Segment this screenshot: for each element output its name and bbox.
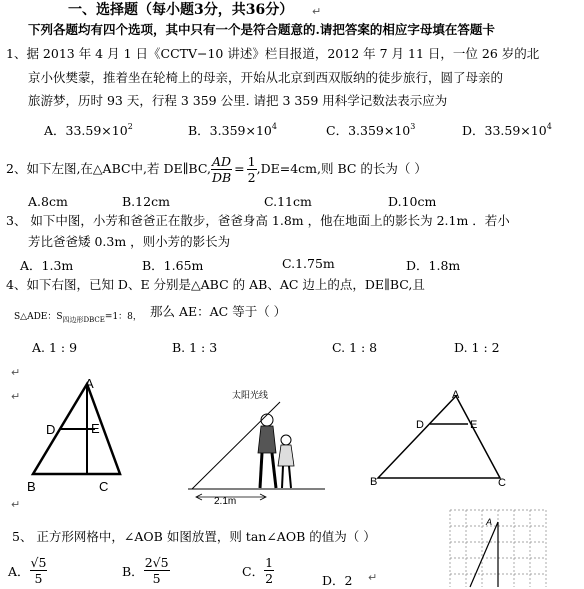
q4-question: 那么 AE：AC 等于（ ） <box>150 304 287 319</box>
q2-stem: 2、如下左图,在△ABC中,若 DE∥BC, $\frac{AD}{DB}$ = $\frac{1}{2}$ ,DE=4cm,则 BC 的长为（ ） <box>6 153 427 185</box>
q4-option-d[interactable]: D. 1 : 2 <box>454 340 500 355</box>
q5-option-d[interactable]: D．2 <box>322 573 353 588</box>
paragraph-mark: ↵ <box>368 571 378 584</box>
q5-option-a[interactable]: A． $\frac{√5}{5}$ <box>8 555 47 586</box>
father-figure <box>258 414 276 488</box>
paragraph-mark: ↵ <box>11 498 21 511</box>
figure-triangle-right <box>368 388 518 498</box>
paragraph-mark: ↵ <box>11 366 21 379</box>
q3-option-b[interactable]: B．1.65m <box>142 258 204 273</box>
q1-option-c[interactable]: C．$3.359\times 10^3$ <box>326 122 416 138</box>
label-a: A <box>486 517 493 527</box>
q3-line1: 3、 如下中图，小芳和爸爸正在散步，爸爸身高 1.8m ，他在地面上的影长为 2.1m ．若小 <box>6 213 510 228</box>
q2-option-b[interactable]: B.12cm <box>122 194 170 209</box>
q1-line2: 京小伙樊蒙，推着坐在轮椅上的母亲，开始从北京到西双版纳的徒步旅行，圆了母亲的 <box>28 70 504 85</box>
q2-option-c[interactable]: C.11cm <box>264 194 312 209</box>
paragraph-mark: ↵ <box>312 5 322 18</box>
paragraph-mark: ↵ <box>11 390 21 403</box>
q3-option-a[interactable]: A．1.3m <box>20 258 74 273</box>
figure-shadow-scene <box>180 388 350 508</box>
figure-grid-angle <box>448 508 548 587</box>
q4-option-c[interactable]: C. 1 : 8 <box>332 340 378 355</box>
q3-option-d[interactable]: D．1.8m <box>406 258 461 273</box>
label-d: D <box>46 422 56 437</box>
q1-option-d[interactable]: D．$33.59\times 10^4$ <box>462 122 552 138</box>
label-a: A <box>452 389 460 401</box>
label-b: B <box>27 479 36 494</box>
q2-option-a[interactable]: A.8cm <box>28 194 68 209</box>
section-instruction: 下列各题均有四个选项，其中只有一个是符合题意的.请把答案的相应字母填在答题卡 <box>28 22 495 37</box>
q1-line1: 1、据 2013 年 4 月 1 日《CCTV−10 讲述》栏目报道，2012 年 7 月 11 日，一位 26 岁的北 <box>6 46 540 61</box>
q2-fraction-ad-db: $\frac{AD}{DB}$ <box>211 153 232 185</box>
q4-area-ratio: S△ADE：$S_{四边形DBCE}=1$：8， <box>14 312 142 324</box>
q3-option-c[interactable]: C.1.75m <box>282 256 335 271</box>
label-e: E <box>91 421 100 436</box>
q3-line2: 芳比爸爸矮 0.3m ，则小芳的影长为 <box>28 234 231 249</box>
q4-line1: 4、如下右图，已知 D、E 分别是△ABC 的 AB、AC 边上的点，DE∥BC,且 <box>6 277 425 292</box>
q1-option-b[interactable]: B．$3.359\times 10^4$ <box>188 122 277 138</box>
figure-triangle-left <box>25 378 135 498</box>
shadow-length-label: 2.1m <box>214 496 237 507</box>
sunlight-label: 太阳光线 <box>232 390 269 400</box>
q2-fraction-one-half: $\frac{1}{2}$ <box>247 153 256 185</box>
q5-option-b[interactable]: B． $\frac{2√5}{5}$ <box>122 555 169 586</box>
q1-line3: 旅游梦，历时 93 天，行程 3 359 公里. 请把 3 359 用科学记数法表示应为 <box>28 93 448 108</box>
label-e: E <box>470 419 478 431</box>
label-a: A <box>85 376 94 391</box>
label-d: D <box>416 419 424 431</box>
daughter-figure <box>278 435 294 488</box>
q1-option-a[interactable]: A．$33.59\times 10^2$ <box>44 122 133 138</box>
q4-option-b[interactable]: B. 1 : 3 <box>172 340 218 355</box>
section-title: 一、选择题（每小题3分，共36分） <box>68 2 294 18</box>
q5-stem: 5、 正方形网格中，∠AOB 如图放置，则 tan∠AOB 的值为（ ） <box>12 529 376 544</box>
label-c: C <box>498 477 506 489</box>
q4-option-a[interactable]: A. 1 : 9 <box>32 340 78 355</box>
label-b: B <box>370 476 378 488</box>
q2-option-d[interactable]: D.10cm <box>388 194 437 209</box>
label-c: C <box>99 479 109 494</box>
q5-option-c[interactable]: C． $\frac{1}{2}$ <box>242 555 274 586</box>
